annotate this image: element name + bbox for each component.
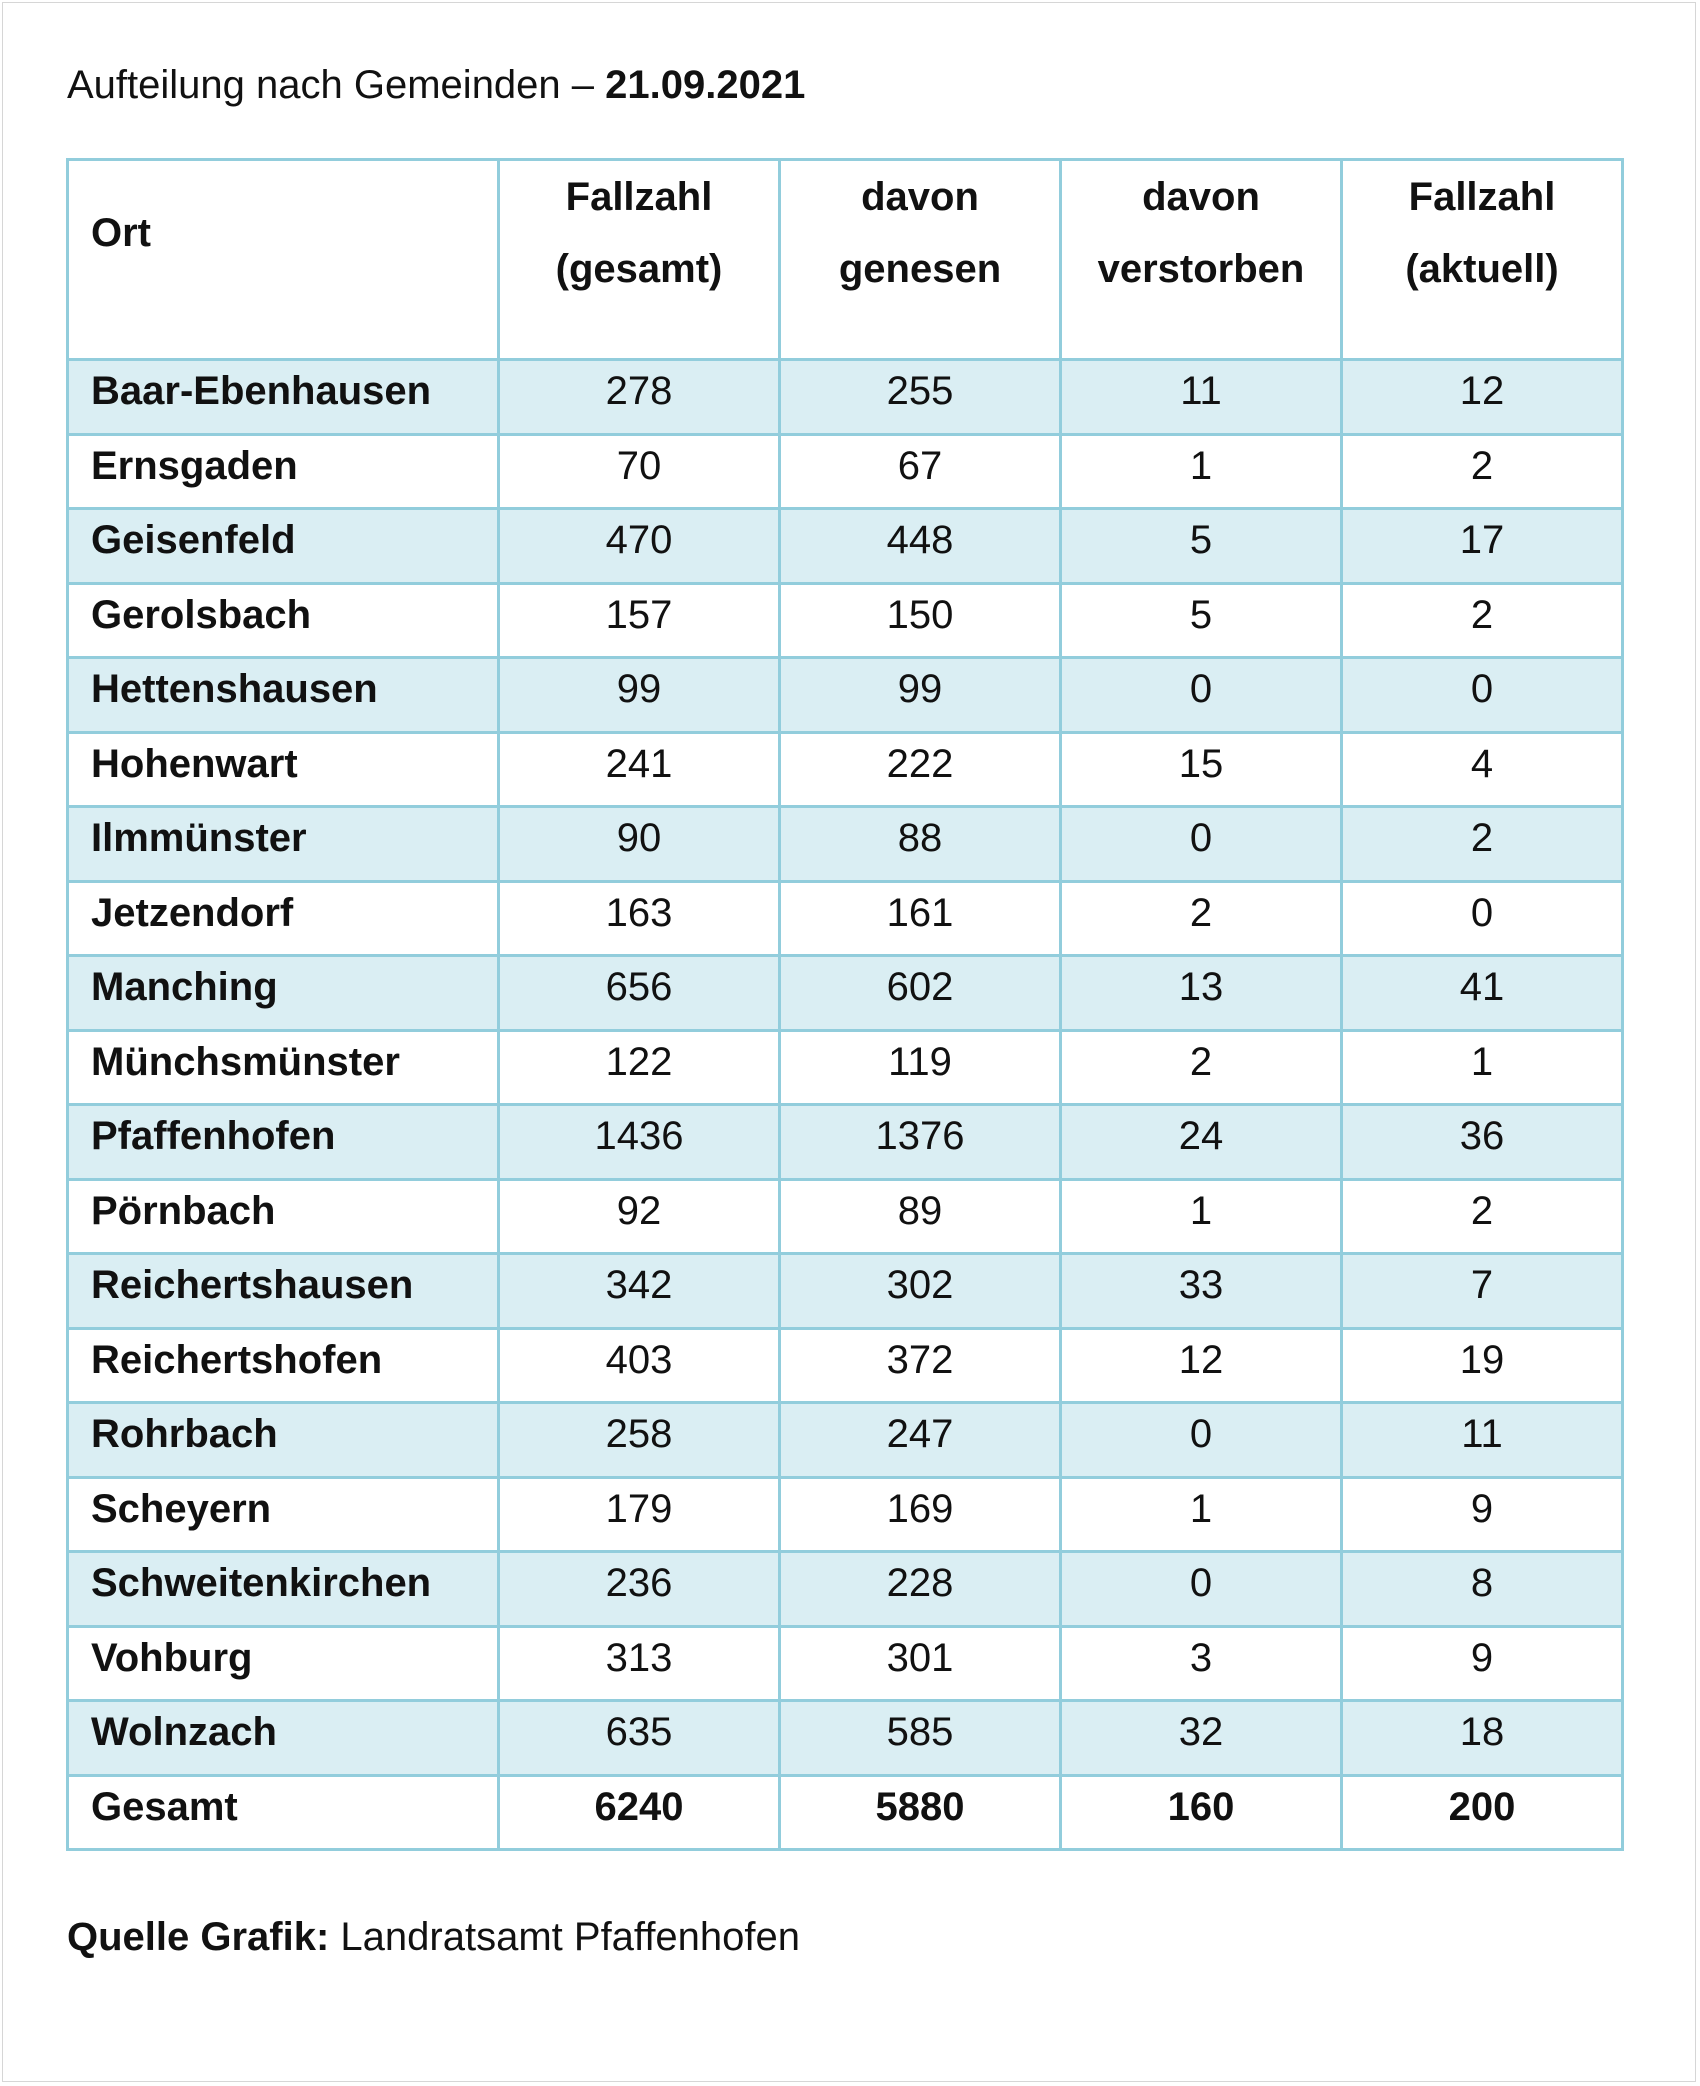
cell-genesen: 99 [780, 658, 1061, 733]
cell-genesen: 119 [780, 1030, 1061, 1105]
cell-verstorben: 13 [1061, 956, 1342, 1031]
cell-fallzahl-aktuell: 9 [1342, 1477, 1623, 1552]
cell-fallzahl-aktuell: 36 [1342, 1105, 1623, 1180]
cell-ort: Hohenwart [68, 732, 499, 807]
cell-verstorben: 5 [1061, 583, 1342, 658]
cell-genesen: 372 [780, 1328, 1061, 1403]
total-row [68, 1775, 1623, 1850]
header-line: genesen [838, 247, 1002, 291]
cell-genesen: 5880 [780, 1775, 1061, 1850]
cell-fallzahl-gesamt: 90 [499, 807, 780, 882]
case-table [66, 158, 1624, 1851]
cell-fallzahl-gesamt: 342 [499, 1254, 780, 1329]
cell-ort: Ilmmünster [68, 807, 499, 882]
cell-verstorben: 15 [1061, 732, 1342, 807]
cell-ort: Reichertshausen [68, 1254, 499, 1329]
table-body [68, 360, 1623, 1850]
cell-fallzahl-aktuell: 4 [1342, 732, 1623, 807]
table-row [68, 881, 1623, 956]
source-label: Quelle Grafik: [67, 1915, 330, 1959]
table-row [68, 1030, 1623, 1105]
cell-verstorben: 2 [1061, 881, 1342, 956]
cell-fallzahl-gesamt: 1436 [499, 1105, 780, 1180]
table-header [68, 160, 1623, 360]
table-row [68, 1477, 1623, 1552]
table-row [68, 807, 1623, 882]
cell-fallzahl-aktuell: 19 [1342, 1328, 1623, 1403]
cell-genesen: 67 [780, 434, 1061, 509]
cell-verstorben: 33 [1061, 1254, 1342, 1329]
cell-verstorben: 11 [1061, 360, 1342, 435]
cell-genesen: 169 [780, 1477, 1061, 1552]
cell-fallzahl-gesamt: 403 [499, 1328, 780, 1403]
cell-verstorben: 1 [1061, 434, 1342, 509]
cell-fallzahl-gesamt: 656 [499, 956, 780, 1031]
cell-ort: Schweitenkirchen [68, 1552, 499, 1627]
cell-genesen: 222 [780, 732, 1061, 807]
cell-verstorben: 0 [1061, 1552, 1342, 1627]
cell-ort: Rohrbach [68, 1403, 499, 1478]
cell-fallzahl-aktuell: 2 [1342, 583, 1623, 658]
header-verstorben [1061, 160, 1342, 360]
cell-ort: Baar-Ebenhausen [68, 360, 499, 435]
header-line: (gesamt) [555, 247, 723, 291]
cell-genesen: 301 [780, 1626, 1061, 1701]
table-row [68, 583, 1623, 658]
cell-fallzahl-gesamt: 278 [499, 360, 780, 435]
header-line: Fallzahl [565, 175, 713, 219]
cell-genesen: 1376 [780, 1105, 1061, 1180]
cell-genesen: 302 [780, 1254, 1061, 1329]
cell-fallzahl-aktuell: 7 [1342, 1254, 1623, 1329]
cell-ort: Geisenfeld [68, 509, 499, 584]
table-row [68, 1701, 1623, 1776]
cell-fallzahl-gesamt: 122 [499, 1030, 780, 1105]
table-row [68, 1105, 1623, 1180]
table-row [68, 360, 1623, 435]
page-heading [67, 61, 805, 109]
cell-fallzahl-gesamt: 179 [499, 1477, 780, 1552]
header-ort: Ort [68, 160, 499, 360]
cell-fallzahl-aktuell: 0 [1342, 881, 1623, 956]
cell-fallzahl-gesamt: 99 [499, 658, 780, 733]
cell-verstorben: 0 [1061, 658, 1342, 733]
cell-genesen: 602 [780, 956, 1061, 1031]
cell-fallzahl-gesamt: 470 [499, 509, 780, 584]
header-fallzahl-gesamt [499, 160, 780, 360]
table-row [68, 1328, 1623, 1403]
cell-genesen: 228 [780, 1552, 1061, 1627]
source-text: Landratsamt Pfaffenhofen [329, 1915, 801, 1959]
table-row [68, 732, 1623, 807]
cell-fallzahl-aktuell: 17 [1342, 509, 1623, 584]
table-row [68, 1254, 1623, 1329]
cell-fallzahl-aktuell: 0 [1342, 658, 1623, 733]
cell-fallzahl-gesamt: 241 [499, 732, 780, 807]
header-line: davon [861, 175, 979, 219]
cell-fallzahl-aktuell: 1 [1342, 1030, 1623, 1105]
header-fallzahl-aktuell [1342, 160, 1623, 360]
cell-genesen: 161 [780, 881, 1061, 956]
cell-verstorben: 1 [1061, 1477, 1342, 1552]
cell-genesen: 255 [780, 360, 1061, 435]
header-line: (aktuell) [1405, 247, 1559, 291]
cell-fallzahl-aktuell: 41 [1342, 956, 1623, 1031]
table-row [68, 1626, 1623, 1701]
cell-fallzahl-gesamt: 258 [499, 1403, 780, 1478]
cell-ort: Ernsgaden [68, 434, 499, 509]
header-row [68, 160, 1623, 360]
cell-verstorben: 24 [1061, 1105, 1342, 1180]
table-row [68, 509, 1623, 584]
table-row [68, 1552, 1623, 1627]
cell-ort: Pörnbach [68, 1179, 499, 1254]
cell-ort: Scheyern [68, 1477, 499, 1552]
cell-genesen: 89 [780, 1179, 1061, 1254]
cell-verstorben: 0 [1061, 1403, 1342, 1478]
cell-genesen: 88 [780, 807, 1061, 882]
cell-fallzahl-aktuell: 8 [1342, 1552, 1623, 1627]
cell-ort: Gerolsbach [68, 583, 499, 658]
header-line: verstorben [1097, 247, 1305, 291]
cell-ort: Wolnzach [68, 1701, 499, 1776]
cell-ort: Gesamt [68, 1775, 499, 1850]
cell-ort: Jetzendorf [68, 881, 499, 956]
heading-prefix: Aufteilung nach Gemeinden – [67, 63, 606, 107]
cell-fallzahl-aktuell: 11 [1342, 1403, 1623, 1478]
cell-fallzahl-gesamt: 635 [499, 1701, 780, 1776]
cell-fallzahl-aktuell: 2 [1342, 434, 1623, 509]
header-line: Fallzahl [1408, 175, 1556, 219]
cell-genesen: 150 [780, 583, 1061, 658]
cell-fallzahl-gesamt: 157 [499, 583, 780, 658]
cell-ort: Pfaffenhofen [68, 1105, 499, 1180]
table-row [68, 658, 1623, 733]
cell-fallzahl-gesamt: 236 [499, 1552, 780, 1627]
cell-ort: Hettenshausen [68, 658, 499, 733]
cell-genesen: 448 [780, 509, 1061, 584]
cell-ort: Manching [68, 956, 499, 1031]
cell-fallzahl-gesamt: 163 [499, 881, 780, 956]
source-note [67, 1913, 800, 1961]
cell-genesen: 247 [780, 1403, 1061, 1478]
document-page [2, 2, 1696, 2082]
cell-ort: Reichertshofen [68, 1328, 499, 1403]
header-genesen [780, 160, 1061, 360]
cell-verstorben: 2 [1061, 1030, 1342, 1105]
heading-date: 21.09.2021 [605, 63, 806, 107]
header-line: davon [1142, 175, 1260, 219]
cell-verstorben: 0 [1061, 807, 1342, 882]
cell-fallzahl-aktuell: 18 [1342, 1701, 1623, 1776]
cell-verstorben: 160 [1061, 1775, 1342, 1850]
cell-ort: Vohburg [68, 1626, 499, 1701]
cell-verstorben: 3 [1061, 1626, 1342, 1701]
cell-verstorben: 12 [1061, 1328, 1342, 1403]
cell-fallzahl-aktuell: 9 [1342, 1626, 1623, 1701]
cell-fallzahl-aktuell: 12 [1342, 360, 1623, 435]
cell-verstorben: 32 [1061, 1701, 1342, 1776]
cell-verstorben: 1 [1061, 1179, 1342, 1254]
table-row [68, 1179, 1623, 1254]
cell-fallzahl-aktuell: 200 [1342, 1775, 1623, 1850]
cell-fallzahl-aktuell: 2 [1342, 807, 1623, 882]
table-row [68, 434, 1623, 509]
cell-genesen: 585 [780, 1701, 1061, 1776]
cell-fallzahl-gesamt: 313 [499, 1626, 780, 1701]
cell-verstorben: 5 [1061, 509, 1342, 584]
cell-fallzahl-gesamt: 6240 [499, 1775, 780, 1850]
cell-fallzahl-gesamt: 70 [499, 434, 780, 509]
cell-ort: Münchsmünster [68, 1030, 499, 1105]
cell-fallzahl-aktuell: 2 [1342, 1179, 1623, 1254]
table-row [68, 1403, 1623, 1478]
table-row [68, 956, 1623, 1031]
cell-fallzahl-gesamt: 92 [499, 1179, 780, 1254]
